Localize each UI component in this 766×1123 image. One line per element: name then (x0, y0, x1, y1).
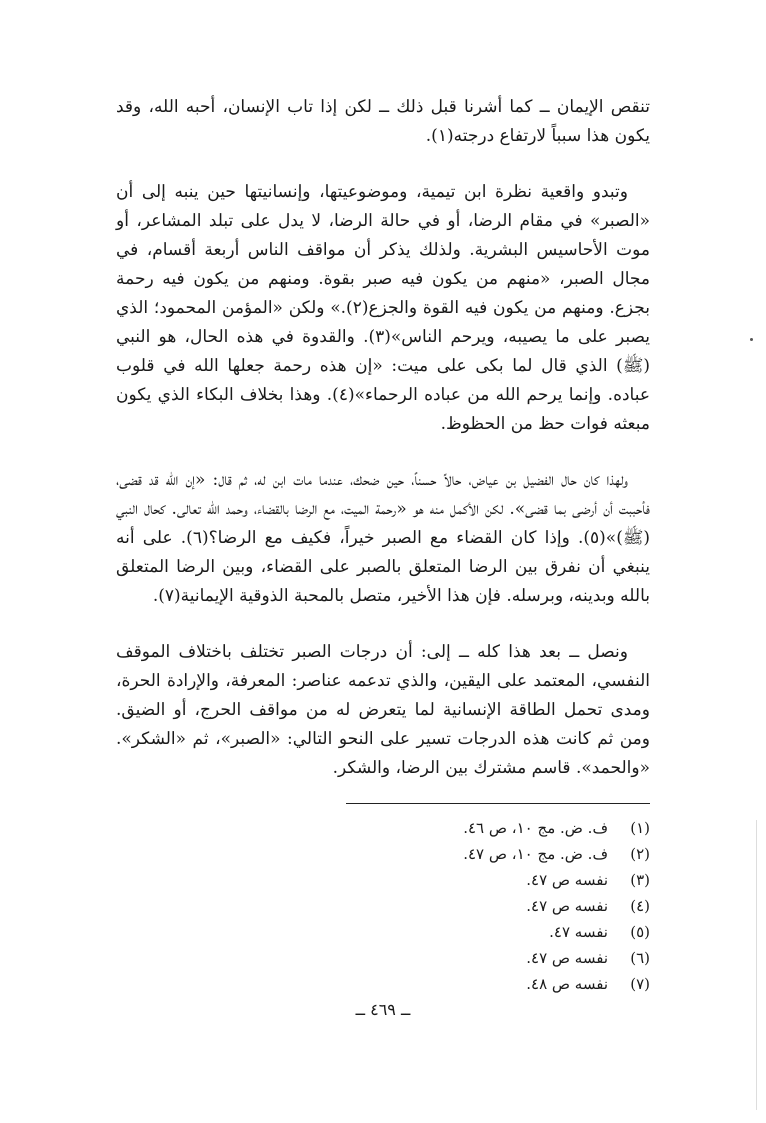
paragraph-2: وتبدو واقعية نظرة ابن تيمية، وموضوعيتها، وإنسانيتها حين ينبه إلى أن «الصبر» في مقام الرضا، أو في حالة الرضا، لا يدل على تبلد المشاعر، أو موت الأحاسيس البشرية. ولذلك يذكر أن مواقف الناس أربعة أقسام، في مجال الصبر، «منهم من يكون فيه صبر بقوة. ومنهم من يكون فيه رحمة بجزع. ومنهم من يكون فيه القوة والجزع(٢).» ولكن «المؤمن المحمود؛ الذي يصبر على ما يصيبه، ويرحم الناس»(٣). والقدوة في هذه الحال، هو النبي (ﷺ) الذي قال لما بكى على ميت: «إن هذه رحمة جعلها الله في قلوب عباده. وإنما يرحم الله من عباده الرحماء»(٤). وهذا بخلاف البكاء الذي يكون مبعثه فوات حظ من الحظوظ. (116, 182, 651, 434)
scan-edge-line (756, 820, 757, 1110)
footnote-number: (٢) (630, 845, 650, 863)
footnote-number: (٥) (630, 923, 650, 941)
footnote-text: ف. ض. مج ١٠، ص ٤٦. (463, 819, 608, 837)
footnote-item (320, 867, 650, 893)
footnote-text: نفسه ص ٤٧. (526, 897, 608, 915)
footnote-text: نفسه ص ٤٨. (526, 975, 608, 993)
footnote-text: نفسه ٤٧. (549, 923, 608, 941)
footnote-text: نفسه ص ٤٧. (526, 949, 608, 967)
paragraph-1: تنقص الإيمان ــ كما أشرنا قبل ذلك ــ لكن إذا تاب الإنسان، أحبه الله، وقد يكون هذا سبباً لارتفاع درجته(١). (116, 97, 650, 146)
footnote-number: (١) (630, 819, 650, 837)
footnote-number: (٣) (630, 871, 650, 889)
page-number: ــ ٤٦٩ ــ (355, 1000, 411, 1019)
footnote-item (320, 815, 650, 841)
footnote-divider (346, 803, 650, 804)
footnote-number: (٤) (630, 897, 650, 915)
paragraph-3: ولهذا كان حال الفضيل بن عياض، حالاً حسناً، حين ضحك، عندما مات ابن له، ثم قال: «إن الله قد قضى، فأحببت أن أرضى بما قضى». لكن الأكمل منه هو «رحمة الميت، مع الرضا بالقضاء، وحمد الله تعالى. كحال النبي (ﷺ)»(٥). وإذا كان القضاء مع الصبر خيراً، فكيف مع الرضا؟(٦). على أنه ينبغي أن نفرق بين الرضا المتعلق بالصبر على القضاء، وبين الرضا المتعلق بالله وبدينه، وبرسله. فإن هذا الأخير، متصل بالمحبة الذوقية الإيمانية(٧). (116, 470, 651, 606)
footnote-text: ف. ض. مج ١٠، ص ٤٧. (463, 845, 608, 863)
footnote-number: (٦) (630, 949, 650, 967)
footnote-text: نفسه ص ٤٧. (526, 871, 608, 889)
footnote-item (320, 841, 650, 867)
footnote-number: (٧) (630, 975, 650, 993)
footnote-item (320, 893, 650, 919)
footnote-item (320, 919, 650, 945)
paragraph-4: ونصل ــ بعد هذا كله ــ إلى: أن درجات الصبر تختلف باختلاف الموقف النفسي، المعتمد على اليقين، والذي تدعمه عناصر: المعرفة، والإرادة الحرة، ومدى تحمل الطاقة الإنسانية لما يتعرض له من مواقف الحرج، أو الضيق. ومن ثم كانت هذه الدرجات تسير على النحو التالي: «الصبر»، ثم «الشكر». «والحمد». قاسم مشترك بين الرضا، والشكر. (116, 642, 650, 778)
main-text (116, 93, 650, 810)
scan-speck (750, 338, 753, 341)
footnote-item (320, 945, 650, 971)
footnotes-list (320, 815, 650, 997)
footnote-item (320, 971, 650, 997)
